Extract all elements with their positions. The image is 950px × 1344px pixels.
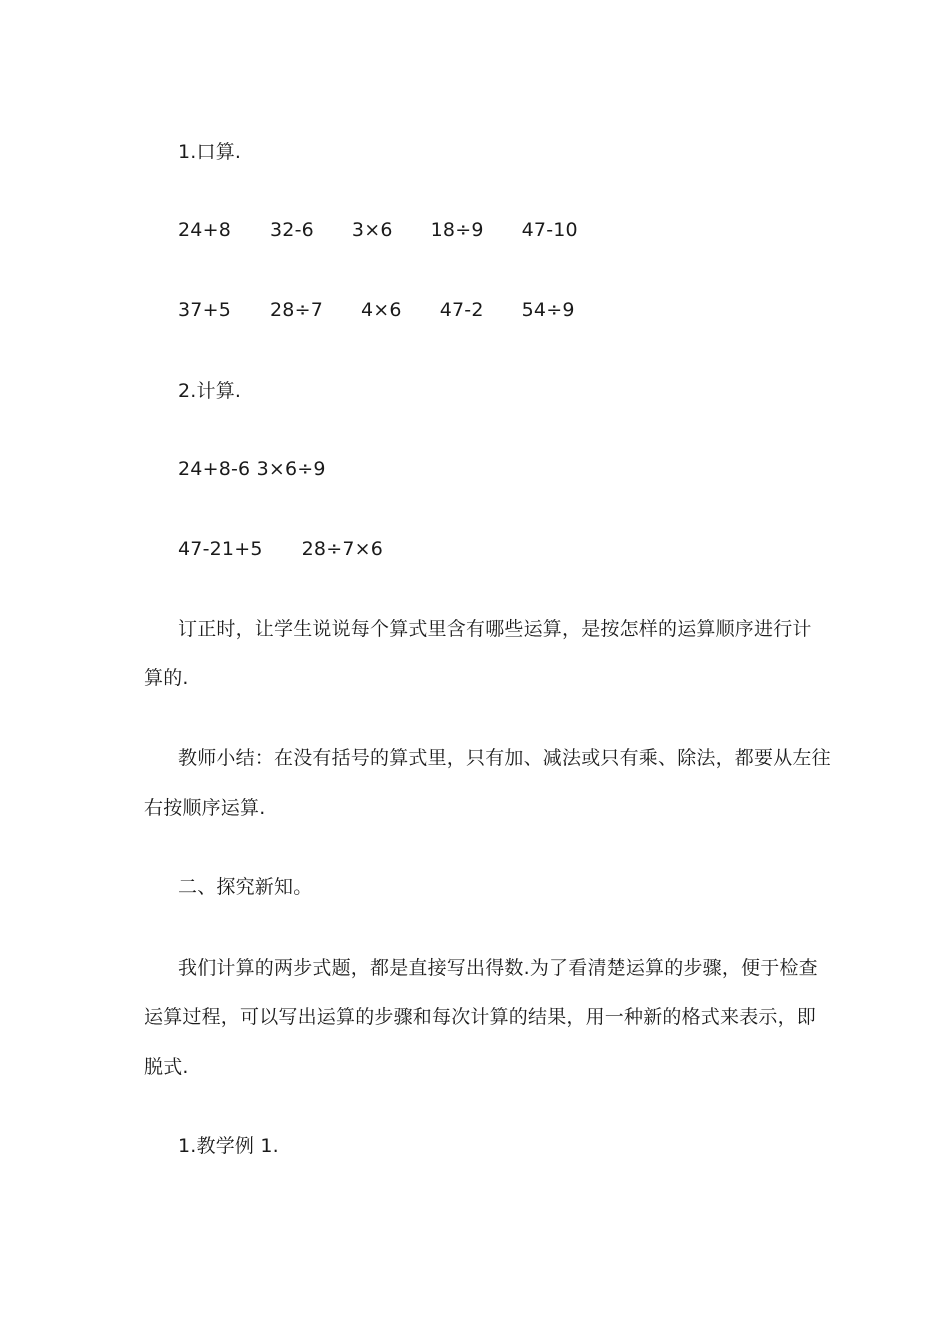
calc-row-1: 24+8-6 3×6÷9: [178, 458, 326, 480]
oral-calc-title: 1.口算.: [178, 141, 242, 163]
section-heading: 二、探究新知。: [178, 876, 313, 898]
expression: 37+5: [178, 299, 231, 321]
expression: 54÷9: [521, 299, 575, 321]
summary-paragraph-line-2: 右按顺序运算.: [144, 797, 266, 819]
expression: 28÷7: [270, 299, 323, 321]
summary-paragraph-line-1: 教师小结：在没有括号的算式里，只有加、减法或只有乘、除法，都要从左往: [178, 747, 831, 769]
oral-calc-row-1: [178, 217, 578, 243]
oral-calc-row-2: [178, 297, 575, 323]
expression: 47-2: [439, 299, 484, 321]
calc-title: 2.计算.: [178, 380, 242, 402]
calc-row-2: [178, 536, 383, 562]
intro-paragraph-line-1: 我们计算的两步式题，都是直接写出得数.为了看清楚运算的步骤，便于检查: [178, 957, 818, 979]
expression: 32-6: [270, 219, 314, 241]
expression: 18÷9: [430, 219, 484, 241]
intro-paragraph-line-3: 脱式.: [144, 1056, 189, 1078]
correction-paragraph-line-2: 算的.: [144, 667, 189, 689]
expression: 47-21+5: [178, 538, 263, 560]
example-title: 1.教学例 1.: [178, 1135, 279, 1157]
expression: 24+8: [178, 219, 231, 241]
intro-paragraph-line-2: 运算过程，可以写出运算的步骤和每次计算的结果，用一种新的格式来表示，即: [144, 1006, 817, 1028]
expression: 47-10: [521, 219, 578, 241]
correction-paragraph-line-1: 订正时，让学生说说每个算式里含有哪些运算，是按怎样的运算顺序进行计: [178, 618, 812, 640]
expression: 4×6: [361, 299, 402, 321]
expression: 3×6: [351, 219, 393, 241]
expression: 28÷7×6: [301, 538, 384, 560]
